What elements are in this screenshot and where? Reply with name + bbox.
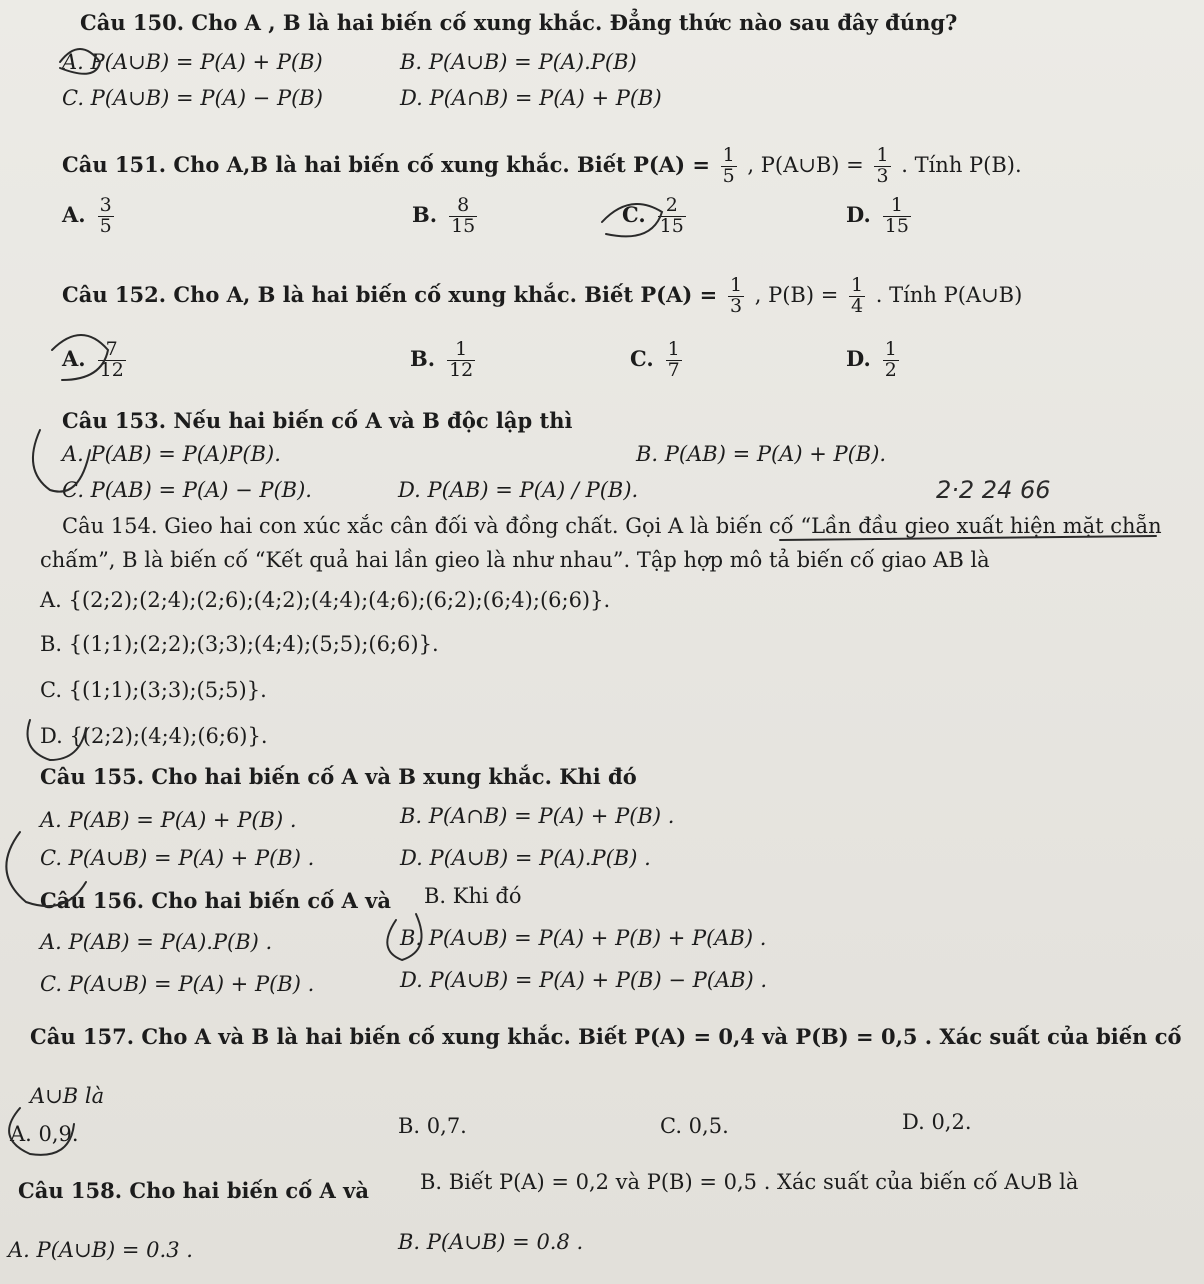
- q156-stem: Câu 156. Cho hai biến cố A và: [40, 888, 391, 913]
- q152-fraction-pa: $\frac{1}{3}$: [729, 274, 743, 317]
- q152-stem: [62, 276, 1022, 317]
- q151-option-a[interactable]: A. $\frac{3}{5}$: [62, 194, 112, 237]
- q158-option-b[interactable]: B. P(A∪B) = 0.8 .: [398, 1230, 584, 1254]
- q156-option-a[interactable]: A. P(AB) = P(A).P(B) .: [40, 930, 273, 954]
- handwritten-note: 2·2 24 66: [936, 476, 1051, 504]
- q152-stem-mid: , P(B) =: [754, 282, 839, 307]
- q150-option-b[interactable]: B. P(A∪B) = P(A).P(B): [400, 50, 637, 74]
- q153-option-c[interactable]: C. P(AB) = P(A) − P(B).: [62, 478, 312, 502]
- q158-stem-tail: B. Biết P(A) = 0,2 và P(B) = 0,5 . Xác suất của biến cố A∪B là: [420, 1170, 1079, 1194]
- q156-option-d[interactable]: D. P(A∪B) = P(A) + P(B) − P(AB) .: [400, 968, 768, 992]
- q158-stem: Câu 158. Cho hai biến cố A và: [18, 1178, 369, 1203]
- q153-option-b[interactable]: B. P(AB) = P(A) + P(B).: [636, 442, 887, 466]
- q152-option-a[interactable]: A. $\frac{7}{12}$: [62, 338, 124, 381]
- q155-option-b[interactable]: B. P(A∩B) = P(A) + P(B) .: [400, 804, 675, 828]
- q152-option-b[interactable]: B. $\frac{1}{12}$: [410, 338, 474, 381]
- q158-option-a[interactable]: A. P(A∪B) = 0.3 .: [8, 1238, 193, 1262]
- q150-option-d[interactable]: D. P(A∩B) = P(A) + P(B): [400, 86, 662, 110]
- q154-option-c[interactable]: C. {(1;1);(3;3);(5;5)}.: [40, 678, 267, 702]
- q150-option-a[interactable]: A. P(A∪B) = P(A) + P(B): [62, 50, 323, 74]
- q151-option-b[interactable]: B. $\frac{8}{15}$: [412, 194, 476, 237]
- q151-stem: [62, 146, 1022, 187]
- q151-option-d[interactable]: D. $\frac{1}{15}$: [846, 194, 909, 237]
- q155-option-d[interactable]: D. P(A∪B) = P(A).P(B) .: [400, 846, 651, 870]
- q155-option-c[interactable]: C. P(A∪B) = P(A) + P(B) .: [40, 846, 315, 870]
- q151-stem-mid: , P(A∪B) =: [747, 152, 864, 177]
- q156-stem-tail: B. Khi đó: [424, 884, 522, 908]
- q157-stem-line2: A∪B là: [30, 1084, 105, 1108]
- q152-fraction-pb: $\frac{1}{4}$: [850, 274, 864, 317]
- q151-option-c[interactable]: C. $\frac{2}{15}$: [622, 194, 684, 237]
- q154-stem-line1: Câu 154. Gieo hai con xúc xắc cân đối và đồng chất. Gọi A là biến cố “Lần đầu gieo xuất hiện mặt chẵn: [62, 514, 1162, 538]
- q151-stem-suffix: . Tính P(B).: [901, 152, 1022, 177]
- q153-stem: Câu 153. Nếu hai biến cố A và B độc lập thì: [62, 408, 573, 433]
- q156-option-b[interactable]: B. P(A∪B) = P(A) + P(B) + P(AB) .: [400, 926, 767, 950]
- q151-fraction-pa: $\frac{1}{5}$: [722, 144, 735, 187]
- q152-stem-suffix: . Tính P(A∪B): [875, 282, 1023, 307]
- q157-stem: Câu 157. Cho A và B là hai biến cố xung khắc. Biết P(A) = 0,4 và P(B) = 0,5 . Xác suất của biến cố: [30, 1024, 1182, 1049]
- q154-option-a[interactable]: A. {(2;2);(2;4);(2;6);(4;2);(4;4);(4;6);(6;2);(6;4);(6;6)}.: [40, 588, 611, 612]
- q157-option-d[interactable]: D. 0,2.: [902, 1110, 972, 1134]
- q153-option-a[interactable]: A. P(AB) = P(A)P(B).: [62, 442, 281, 466]
- q157-option-c[interactable]: C. 0,5.: [660, 1114, 729, 1138]
- q152-option-c[interactable]: C. $\frac{1}{7}$: [630, 338, 680, 381]
- q151-fraction-paub: $\frac{1}{3}$: [876, 144, 889, 187]
- q156-option-c[interactable]: C. P(A∪B) = P(A) + P(B) .: [40, 972, 315, 996]
- q153-option-d[interactable]: D. P(AB) = P(A) / P(B).: [398, 478, 639, 502]
- q155-option-a[interactable]: A. P(AB) = P(A) + P(B) .: [40, 808, 297, 832]
- q154-option-d[interactable]: D. {(2;2);(4;4);(6;6)}.: [40, 724, 268, 748]
- q151-stem-prefix: Câu 151. Cho A,B là hai biến cố xung khắc. Biết P(A) =: [62, 151, 710, 177]
- q152-option-d[interactable]: D. $\frac{1}{2}$: [846, 338, 897, 381]
- q157-option-b[interactable]: B. 0,7.: [398, 1114, 467, 1138]
- q154-stem-line2: chấm”, B là biến cố “Kết quả hai lần gieo là như nhau”. Tập hợp mô tả biến cố giao AB là: [40, 548, 990, 572]
- q152-stem-prefix: Câu 152. Cho A, B là hai biến cố xung khắc. Biết P(A) =: [62, 281, 718, 307]
- q157-option-a[interactable]: A. 0,9.: [10, 1122, 79, 1146]
- q154-option-b[interactable]: B. {(1;1);(2;2);(3;3);(4;4);(5;5);(6;6)}.: [40, 632, 439, 656]
- q155-stem: Câu 155. Cho hai biến cố A và B xung khắc. Khi đó: [40, 764, 637, 789]
- q150-option-c[interactable]: C. P(A∪B) = P(A) − P(B): [62, 86, 323, 110]
- q150-stem: Câu 150. Cho A , B là hai biến cố xung khắc. Đẳng thức nào sau đây đúng?: [80, 10, 958, 35]
